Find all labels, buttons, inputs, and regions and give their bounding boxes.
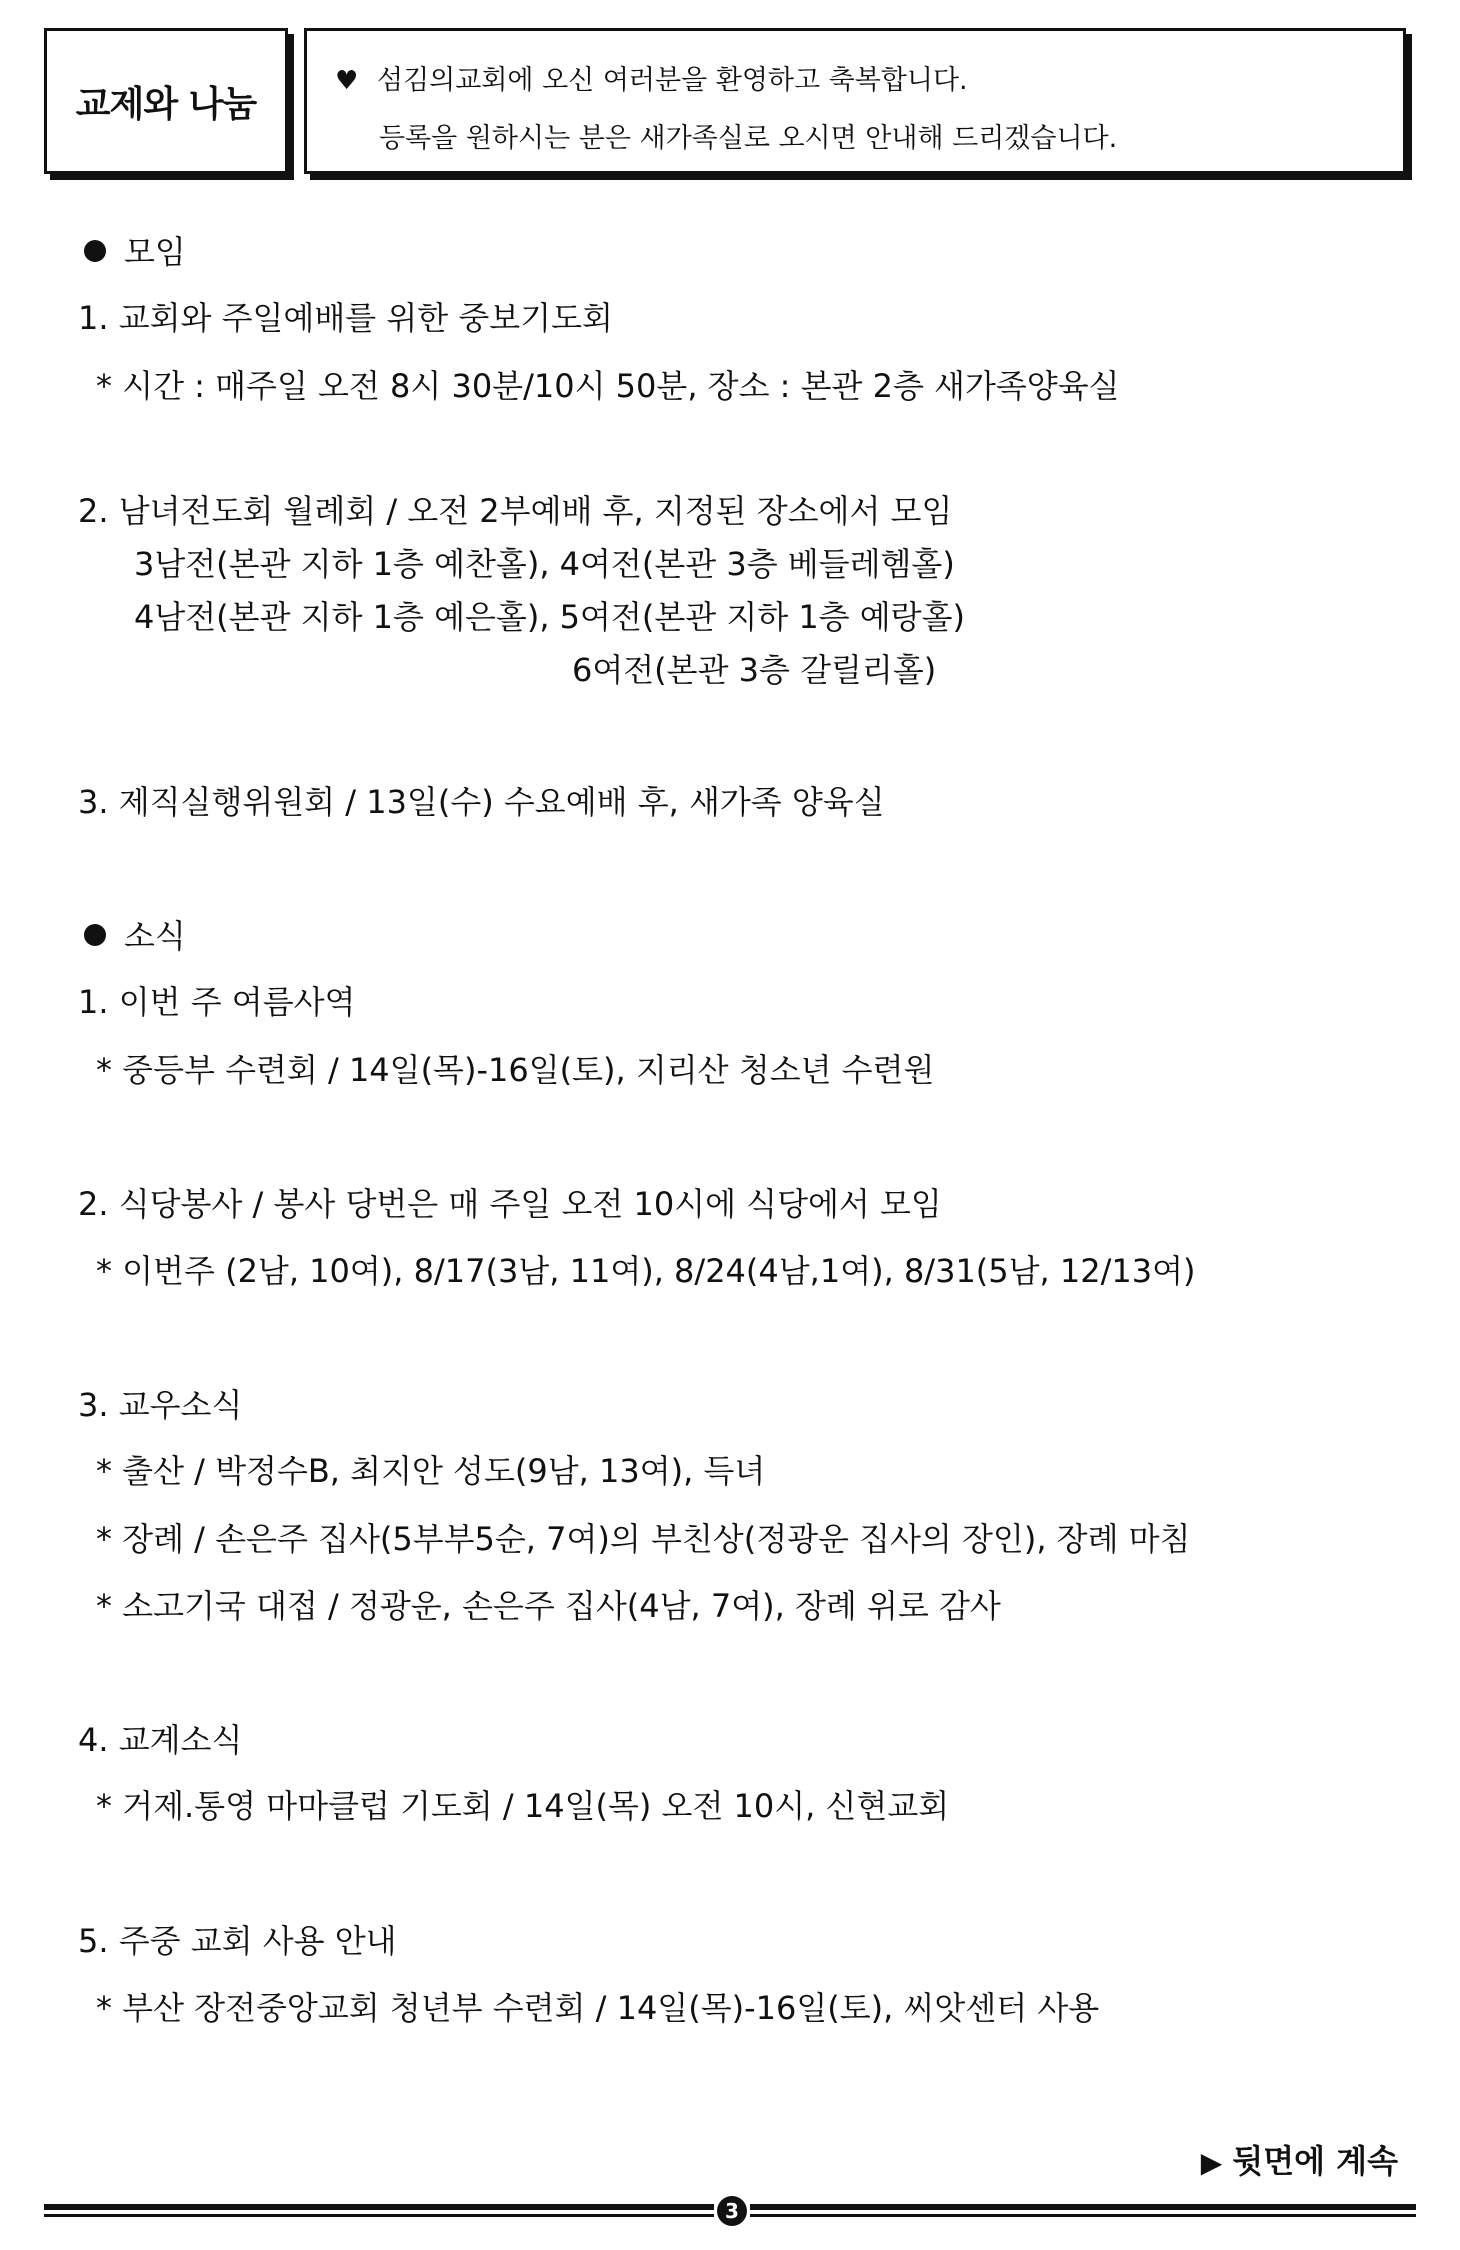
bullet-icon	[84, 240, 106, 262]
section-heading-meeting: 모임	[84, 236, 186, 268]
page-number: 3	[717, 2196, 747, 2226]
play-arrow-icon: ▶	[1200, 2146, 1223, 2179]
news-item: 5. 주중 교회 사용 안내	[78, 1922, 397, 1960]
bullet-icon	[84, 924, 106, 946]
continue-notice: ▶ 뒷면에 계속	[1200, 2142, 1398, 2180]
welcome-text-1: 섬김의교회에 오신 여러분을 환영하고 축복합니다.	[377, 65, 968, 96]
news-detail: * 출산 / 박정수B, 최지안 성도(9남, 13여), 득녀	[96, 1452, 766, 1490]
meeting-detail: 4남전(본관 지하 1층 예은홀), 5여전(본관 지하 1층 예랑홀)	[134, 598, 965, 636]
meeting-detail: 6여전(본관 3층 갈릴리홀)	[572, 651, 937, 689]
welcome-text-2: 등록을 원하시는 분은 새가족실로 오시면 안내해 드리겠습니다.	[379, 123, 1118, 154]
news-detail: * 거제.통영 마마클럽 기도회 / 14일(목) 오전 10시, 신현교회	[96, 1787, 950, 1825]
meeting-item: 1. 교회와 주일예배를 위한 중보기도회	[78, 299, 613, 337]
heart-icon: ♥	[335, 66, 359, 96]
footer-rule	[44, 2196, 1416, 2226]
news-detail: * 소고기국 대접 / 정광운, 손은주 집사(4남, 7여), 장례 위로 감사	[96, 1587, 1001, 1625]
news-detail: * 부산 장전중앙교회 청년부 수련회 / 14일(목)-16일(토), 씨앗센터 사용	[96, 1989, 1100, 2027]
news-detail: * 장례 / 손은주 집사(5부부5순, 7여)의 부친상(정광운 집사의 장인), 장례 마침	[96, 1520, 1191, 1558]
footer-rule-right	[750, 2204, 1416, 2218]
news-detail: * 중등부 수련회 / 14일(목)-16일(토), 지리산 청소년 수련원	[96, 1051, 935, 1089]
news-item: 4. 교계소식	[78, 1721, 243, 1759]
news-detail: * 이번주 (2남, 10여), 8/17(3남, 11여), 8/24(4남,1여), 8/31(5남, 12/13여)	[96, 1252, 1196, 1290]
section-title: 교제와 나눔	[44, 28, 288, 174]
news-item: 3. 교우소식	[78, 1386, 243, 1424]
footer-rule-left	[44, 2204, 714, 2218]
news-item: 2. 식당봉사 / 봉사 당번은 매 주일 오전 10시에 식당에서 모임	[78, 1185, 942, 1223]
section-heading-news: 소식	[84, 920, 186, 952]
meeting-item: 3. 제직실행위원회 / 13일(수) 수요예배 후, 새가족 양육실	[78, 783, 885, 821]
meeting-detail: * 시간 : 매주일 오전 8시 30분/10시 50분, 장소 : 본관 2층 새가족양육실	[96, 367, 1120, 405]
meeting-item: 2. 남녀전도회 월례회 / 오전 2부예배 후, 지정된 장소에서 모임	[78, 492, 953, 530]
news-item: 1. 이번 주 여름사역	[78, 983, 356, 1021]
meeting-detail: 3남전(본관 지하 1층 예찬홀), 4여전(본관 3층 베들레헴홀)	[134, 545, 955, 583]
